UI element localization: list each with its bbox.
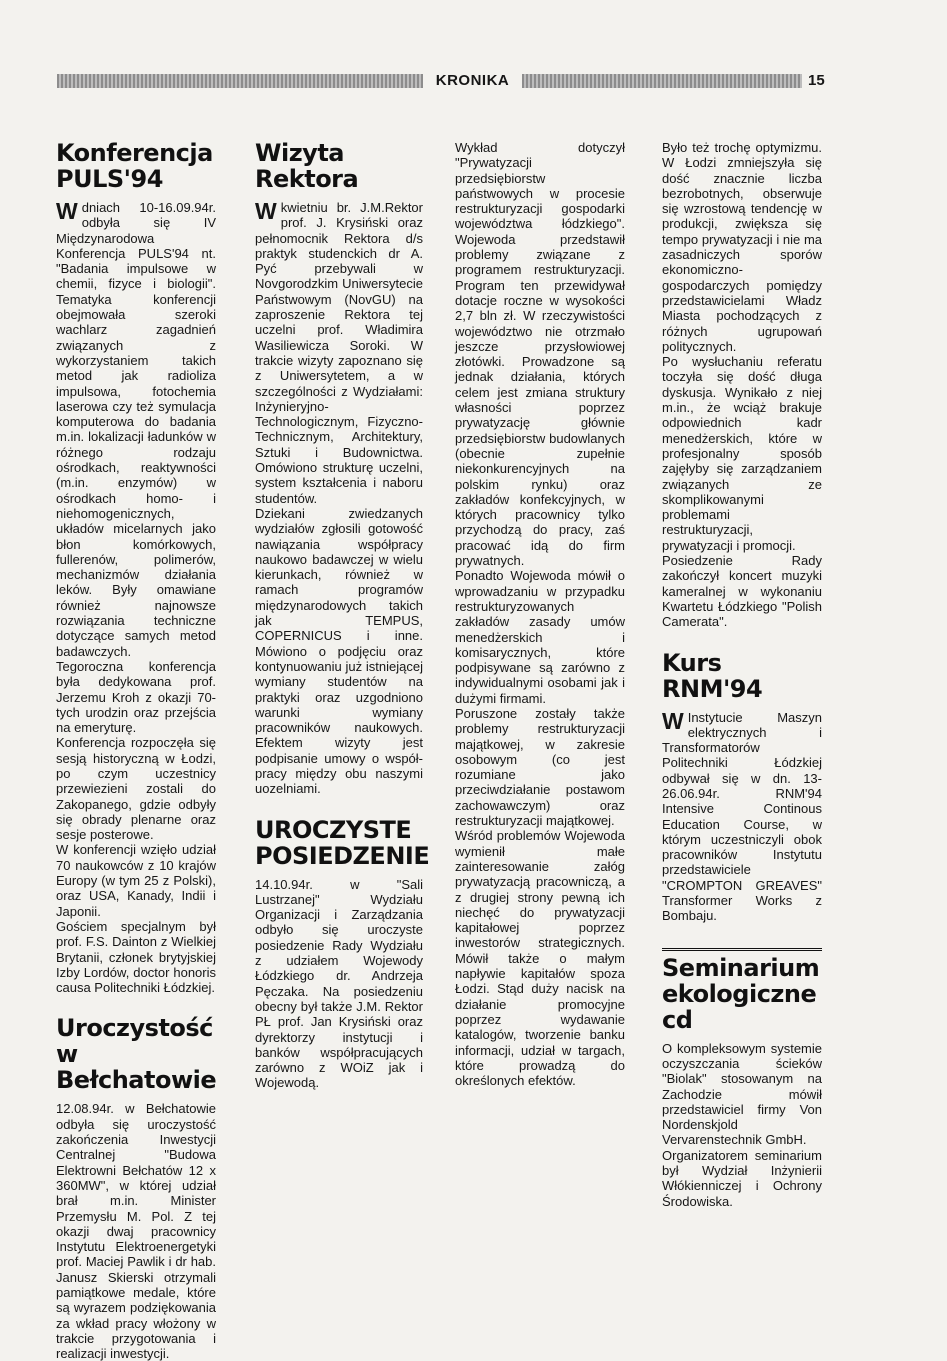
title-line: Konferencja: [56, 139, 213, 167]
title-line: POSIEDZENIE: [255, 841, 430, 870]
article-title-wizyta: [255, 140, 423, 192]
article-title-seminarium: [662, 955, 822, 1033]
paragraph: Konferencja rozpoczęła się sesją historyczną w Łodzi, po czym uczestnicy przewiezieni zostali do Zakopanego, gdzie odbyły się obrady plenarne oraz sesje posterowe.: [56, 735, 216, 843]
paragraph: WInstytucie Maszyn elektrycznych i Transformatorów Politechniki Łódzkiej odbywał się w dn. 13-26.06.94r. RNM'94 Intensive Continous Education Course, w którym uczestniczyli obok pracowników Instytutu przedstawiciele "CROMPTON GREAVES" Transformer Works z Bombaju.: [662, 707, 822, 924]
paragraph: Posiedzenie Rady zakończył koncert muzyki kameralnej w wykonaniu Kwartetu Łódzkiego "Polish Camerata".: [662, 553, 822, 630]
page-number: 15: [808, 72, 825, 89]
header-rule-right: [522, 74, 802, 88]
paragraph: Po wysłuchaniu referatu toczyła się dość długa dyskusja. Wynikało z niej m.in., że wciąż brakuje odpowiednich kadr menedżerskich, które w profesjonalny sposób zajęłyby się zarządzaniem związanych ze skomplikowanymi problemami restrukturyzacji, prywatyzacji i promocji.: [662, 354, 822, 553]
paragraph: Organizatorem seminarium był Wydział Inżynierii Włókienniczej i Ochrony Środowiska.: [662, 1147, 822, 1209]
paragraph-start: 12.08.94r. w Bełchatowie odbyła się uroczystość zakończenia Inwestycji Centralnej "Budowa Elektrowni Bełchatów 12 x 360MW", w której udział brał m.in. Minister Przemysłu M. Pol. Z tej okazji dwaj pracownicy Instytutu Elektroenergetyki prof. Maciej Pawlik i dr hab. Janusz Skierski otrzymali pamiątkowe medale, które są wyrazem podziękowania za wkład pracy włożony w trakcie przygotowania i realizacji inwestycji.: [56, 1101, 216, 1361]
column-2: [255, 139, 430, 1091]
title-line: Seminarium: [662, 953, 820, 982]
paragraph: Dziekani zwiedzanych wydziałów zgłosili gotowość nawiązania współpracy naukowo badawczej w wielu kierunkach, również w ramach programów międzynarodowych takich jak TEMPUS, COPERNICUS i inne. Mówiono o podjęciu oraz kontynuowaniu już istniejącej wymiany studentów na praktyki oraz uzgodniono warunki wymiany pracowników naukowych. Efektem wizyty jest podpisanie umowy o współ-pracy między obu naszymi uozelniami.: [255, 505, 423, 797]
column-3: [455, 140, 625, 1088]
title-line: UROCZYSTE: [255, 815, 412, 844]
paragraph: Wśród problemów Wojewoda wymienił małe zainteresowanie załóg prywatyzacją pracowniczą, a z drugiej strony pewną ich niechęć do prywatyzacji kapitałowej poprzez inwestorów strategicznych. Mówił także o małym napływie kapitałów spoza Łodzi. Stąd duży nacisk na działanie promocyjne poprzez wydawanie katalogów, tworzenie banku informacji, udział w targach, które prowadzą do określonych efektów.: [455, 828, 625, 1089]
paragraph: Wkwietniu br. J.M.Rektor prof. J. Krysiński oraz pełnomocnik Rektora d/s praktyk studenckich dr A. Pyć przebywali w Novgorodzkim Uniwersytecie Państwowym (NovGU) na zaproszenie Rektora tej uczelni prof. Władimira Wasiliewicza Soroki. W trakcie wizyty zapoznano się z Uniwersytetem, a w szczególności z Wydziałami: Inżynieryjno-Technologicznym, Fizyczno-Technicznym, Architektury, Sztuki i Budownictwa. Omówiono strukturę uczelni, system kształcenia i naboru studentów.: [255, 198, 423, 506]
paragraph: Wdniach 10-16.09.94r. odbyła się IV Międzynarodowa Konferencja PULS'94 nt. "Badania impulsowe w chemii, fizyce i biologii". Tematyka konferencji obejmowała szeroki wachlarz zagadnień związanych z wykorzystaniem takich metod jak radioliza impulsowa, fotochemia laserowa czy też symulacja komputerowa do badania m.in. lokalizacji ładunków w różnego rodzaju ośrodkach, reaktywności (m.in. enzymów) w ośrodkach homo- i niehomogenicznych, układów micelarnych jako błon komórkowych, fullerenów, polimerów, mechanizmów działania leków. Były omawiane również najnowsze rozwiązania techniczne dotyczące samych metod badawczych.: [56, 198, 216, 659]
paragraph: W konferencji wzięło udział 70 naukowców z 10 krajów Europy (w tym 25 z Polski), oraz USA, Kanady, Indii i Japonii.: [56, 842, 216, 919]
title-line: Wizyta: [255, 139, 344, 167]
paragraph: Wykład dotyczył "Prywatyzacji przedsiębiorstw państwowych w procesie restrukturyzacji gospodarki województwa łódzkiego". Wojewoda przedstawił problemy związane z programem restrukturyzacji. Program ten przewidywał dotacje roczne w wysokości 2,7 bln zł. W rzeczywistości województwo nie otrzmało jeszcze przysłowiowej złotówki. Prowadzone są jednak działania, których celem jest zmiana struktury własności poprzez prywatyzację głównie przedsiębiorstw budowlanych (obecnie zupełnie niekonkurencyjnych na polskim rynku) oraz zakładów konfekcyjnych, w których pracownicy tylko przychodzą do pracy, zaś pracować idą do firm prywatnych.: [455, 140, 625, 569]
paragraph: Gościem specjalnym był prof. F.S. Dainton z Wielkiej Brytanii, członek brytyjskiej Izby Lordów, doctor honoris causa Politechniki Łódzkiej.: [56, 918, 216, 996]
article-title-rnm: Kurs RNM'94: [662, 648, 763, 703]
paragraph: Ponadto Wojewoda mówił o wprowadzaniu w przypadku restrukturyzowanych zakładów zasady umów menedżerskich i komisarycznych, które podpisywane są zarówno z indywidualnymi osobami jak i dużymi firmami.: [455, 568, 625, 706]
column-4: [662, 140, 822, 1209]
title-line: w Bełchatowie: [56, 1040, 217, 1095]
paragraph: 14.10.94r. w "Sali Lustrzanej" Wydziału Organizacji i Zarządzania odbyło się uroczyste posiedzenie Rady Wydziału z udziałem Wojewody Łódzkiego dr. Andrzeja Pęczaka. Na posiedzeniu obecny był także J.M. Rektor PŁ prof. Jan Krysiński oraz dyrektorzy instytucji i banków współpracujących zarówno z WOiZ jak i Wojewodą.: [255, 876, 423, 1091]
column-1: [56, 140, 216, 1361]
title-line: ekologiczne cd: [662, 979, 817, 1034]
article-title-puls: [56, 140, 216, 192]
title-line: PULS'94: [56, 165, 163, 193]
paragraph: Było też trochę optymizmu. W Łodzi zmniejszyła się dość znacznie liczba bezrobotnych, obserwuje się wzrostową tendencję w produkcji, zwiększa się tempo prywatyzacji i nie ma zasadniczych sporów ekonomiczno-gospodarczych pomiędzy przedstawicielami Władz Miasta pochodzących z różnych ugrupowań politycznych.: [662, 140, 822, 354]
paragraph: Poruszone zostały także problemy restrukturyzacji majątkowej, w zakresie osobowym (co jest rozumiane jako przeciwdziałanie postawom zachowawczym) oraz restrukturyzacji majątkowej.: [455, 705, 625, 829]
article-title-posiedzenie: [255, 815, 430, 870]
header-rule-left: [57, 74, 423, 88]
title-line: Rektora: [255, 165, 359, 193]
paragraph: O kompleksowym systemie oczyszczania ścieków "Biolak" stosowanym na Zachodzie mówił przedstawiciel firmy Von Nordenskjold Vervarenstechnik GmbH.: [662, 1040, 822, 1148]
title-line: Uroczystość: [56, 1014, 213, 1043]
article-title-belchatow: [56, 1015, 216, 1093]
paragraph: Tegoroczna konferencja była dedykowana prof. Jerzemu Kroh z okazji 70-tych urodzin oraz przejścia na emeryturę.: [56, 658, 216, 736]
section-title: KRONIKA: [435, 72, 510, 89]
section-divider: [662, 948, 822, 1209]
